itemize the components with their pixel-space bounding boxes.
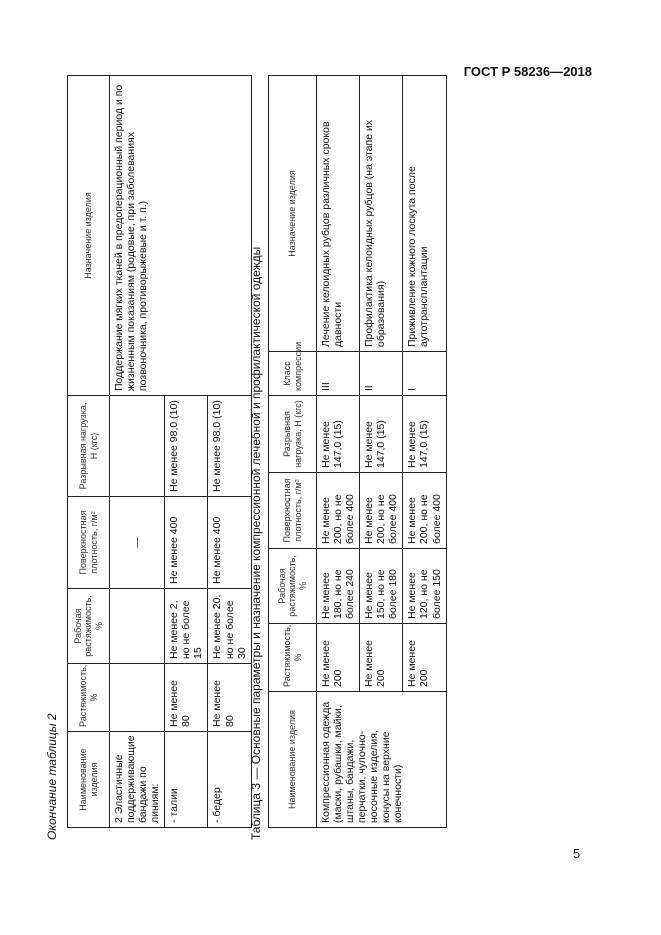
- rotated-content: [45, 80, 590, 840]
- t3-header-stretch: Растяжимость, %: [269, 624, 317, 692]
- t2-row-surface: Не менее 400: [208, 497, 251, 589]
- t3-row-purpose: Лечение келоидных рубцов различных сроков давности: [317, 76, 360, 352]
- t2-row-working: Не менее 2, но не более 15: [165, 589, 208, 664]
- t3-row-surface: Не менее 200, но не более 400: [360, 473, 403, 549]
- t2-group-surface: —: [110, 497, 165, 589]
- t3-row-purpose: Профилактика келоидных рубцов (на этапе их образования): [360, 76, 403, 352]
- t2-header-surface: Поверхностная плотность, г/м²: [68, 497, 110, 589]
- t2-group-name: 2 Эластичные поддерживающие бандажи по линиям:: [110, 732, 165, 828]
- t3-row-surface: Не менее 200, но не более 400: [403, 473, 446, 549]
- t3-row-class: I: [403, 352, 446, 396]
- t3-header-class: Класс компрессии: [269, 352, 317, 396]
- t3-row-class: III: [317, 352, 360, 396]
- t2-row-name: - бедер: [208, 732, 251, 828]
- t2-row-name: - талии: [165, 732, 208, 828]
- t2-row-surface: Не менее 400: [165, 497, 208, 589]
- t3-row-working: Не менее 150, но не более 180: [360, 549, 403, 624]
- t2-header-working: Рабочая растяжимость, %: [68, 589, 110, 664]
- t3-row-stretch: Не менее 200: [403, 624, 446, 692]
- t3-header-working: Рабочая растяжимость, %: [269, 549, 317, 624]
- t2-header-stretch: Растяжимость, %: [68, 664, 110, 732]
- table2-caption: Окончание таблицы 2: [45, 713, 59, 840]
- t2-row-load: Не менее 98,0 (10): [165, 396, 208, 497]
- t2-header-load: Разрывная нагрузка, Н (кгс): [68, 396, 110, 497]
- t3-row-load: Не менее 147,0 (15): [403, 396, 446, 473]
- t3-product-name: Компрессионная одежда (маски, рубашки, майки, штаны, бандажи, перчатки, чулочно-носочные изделия, конусы на верхние конечности): [317, 692, 447, 828]
- table3-caption: Таблица 3 — Основные параметры и назначение компрессионной лечебной и профилактической одежды: [249, 246, 263, 840]
- t3-row-load: Не менее 147,0 (15): [317, 396, 360, 473]
- t2-row-load: Не менее 98,0 (10): [208, 396, 251, 497]
- t3-header-load: Разрывная нагрузка, Н (кгс): [269, 396, 317, 473]
- t3-row-surface: Не менее 200, но не более 400: [317, 473, 360, 549]
- t2-row-stretch: Не менее 80: [165, 664, 208, 732]
- t3-row-class: II: [360, 352, 403, 396]
- t3-row-load: Не менее 147,0 (15): [360, 396, 403, 473]
- t2-row-stretch: Не менее 80: [208, 664, 251, 732]
- table2: [67, 75, 252, 828]
- t3-header-surface: Поверхностная плотность, г/м²: [269, 473, 317, 549]
- t3-header-purpose: Назначение изделия: [269, 76, 317, 352]
- t2-header-purpose: Назначение изделия: [68, 76, 110, 396]
- table3: [268, 75, 447, 828]
- t2-group-purpose: Поддержание мягких тканей в предоперационный период и по жизненным показаниям (родовые, при заболеваниях позвоночника, противорыжевые и т. п.): [110, 76, 252, 396]
- t3-row-stretch: Не менее 200: [317, 624, 360, 692]
- t3-row-working: Не менее 120, но не более 150: [403, 549, 446, 624]
- t3-row-purpose: Приживление кожного лоскута после аутотрансплантации: [403, 76, 446, 352]
- page-number: 5: [573, 846, 581, 861]
- t3-row-stretch: Не менее 200: [360, 624, 403, 692]
- standard-header: ГОСТ Р 58236—2018: [463, 64, 592, 79]
- t2-row-working: Не менее 20, но не более 30: [208, 589, 251, 664]
- t3-header-name: Наименование изделия: [269, 692, 317, 828]
- t3-row-working: Не менее 180, но не более 240: [317, 549, 360, 624]
- t2-header-name: Наименование изделия: [68, 732, 110, 828]
